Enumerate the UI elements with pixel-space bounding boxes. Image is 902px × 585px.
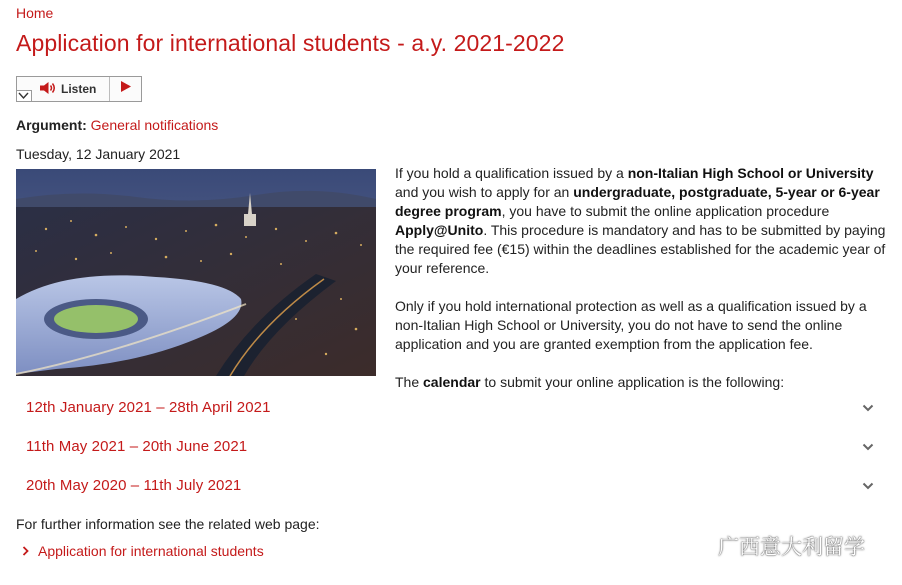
text-span: , you have to submit the online application procedure [501,203,830,219]
listen-menu-button[interactable] [17,77,35,101]
chevron-down-icon [862,399,874,417]
text-span: The [395,374,424,390]
argument-label: Argument: [16,117,87,133]
text-span: If you hold a qualification issued by a [395,165,628,181]
play-button[interactable] [110,77,141,101]
watermark [676,530,865,561]
city-night-photo-icon [16,169,376,376]
city-night-photo [16,169,376,376]
argument-line [16,117,218,133]
chevron-down-icon [17,90,32,101]
paragraph-2: Only if you hold international protection as well as a qualification issued by a non-Italian High School or University, you do not have to send the online application and you are granted exemption from the application fee. [395,298,867,352]
bold-span: Apply@Unito [395,222,484,238]
chevron-right-icon [22,543,29,559]
bold-span: calendar [423,374,481,390]
accordion-item-label: 12th January 2021 – 28th April 2021 [26,399,271,416]
play-icon [120,80,132,98]
accordion-item-label: 11th May 2021 – 20th June 2021 [26,438,248,455]
listen-widget [16,76,142,102]
chevron-down-icon [862,477,874,495]
paragraph-1 [395,164,895,278]
related-page-link-label: Application for international students [38,543,264,559]
accordion-item[interactable] [16,388,884,427]
bold-span: undergraduate, postgraduate, 5-year or 6-year degree program [395,184,880,219]
article-body [395,164,895,411]
watermark-text: 广西意大利留学 [718,534,865,559]
text-span: and you wish to apply for an [395,184,574,200]
argument-link[interactable]: General notifications [90,117,219,133]
chevron-down-icon [862,438,874,456]
related-page-link[interactable] [22,543,264,559]
wechat-icon [676,530,710,561]
bold-span: non-Italian High School or University [627,165,874,181]
text-span: to submit your online application is the following: [480,374,785,390]
calendar-accordion [16,388,884,505]
accordion-item[interactable] [16,466,884,505]
accordion-item-label: 20th May 2020 – 11th July 2021 [26,477,242,494]
text-span: . This procedure is mandatory and has to be submitted by paying the required fee (€15) within the deadlines established for the academic year of your reference. [395,222,886,276]
breadcrumb-home[interactable]: Home [16,5,54,21]
listen-button[interactable] [35,77,110,101]
page-title: Application for international students - a.y. 2021-2022 [16,30,565,56]
further-info-text: For further information see the related web page: [16,516,320,532]
listen-label: Listen [61,82,97,96]
accordion-item[interactable] [16,427,884,466]
speaker-icon [39,81,57,98]
publication-date: Tuesday, 12 January 2021 [16,146,181,162]
